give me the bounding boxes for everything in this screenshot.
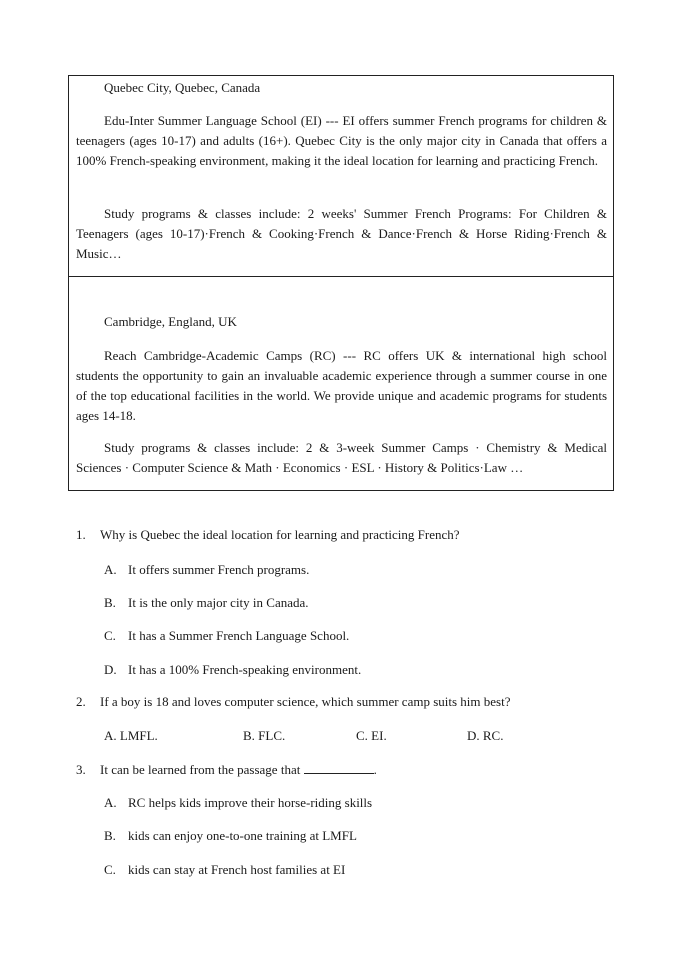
passage-box-cambridge	[68, 276, 614, 491]
option-2b[interactable]	[243, 727, 285, 745]
passage-box-quebec	[68, 75, 614, 277]
option-letter: C.	[356, 728, 368, 743]
option-text: RC.	[482, 728, 504, 743]
question-number: 1.	[76, 527, 86, 542]
option-letter: C.	[104, 628, 116, 643]
option-2d[interactable]	[467, 727, 503, 745]
option-text: EI.	[371, 728, 387, 743]
option-text: It has a Summer French Language School.	[128, 628, 350, 643]
option-letter: D.	[467, 728, 480, 743]
option-letter: B.	[243, 728, 255, 743]
location-heading: Cambridge, England, UK	[104, 314, 237, 329]
option-text: It is the only major city in Canada.	[128, 595, 309, 610]
option-1c[interactable]	[104, 627, 349, 645]
option-text: LMFL.	[119, 728, 158, 743]
answer-blank	[304, 761, 374, 774]
option-3c[interactable]	[104, 861, 345, 879]
question-text: Why is Quebec the ideal location for learning and practicing French?	[100, 527, 460, 542]
option-1b[interactable]	[104, 594, 309, 612]
location-heading: Quebec City, Quebec, Canada	[104, 80, 261, 95]
option-1a[interactable]	[104, 561, 309, 579]
option-1d[interactable]	[104, 661, 361, 679]
option-letter: A.	[104, 562, 117, 577]
option-2c[interactable]	[356, 727, 387, 745]
study-programs: Study programs & classes include: 2 weeks' Summer French Programs: For Children & Teenagers (ages 10-17)·French & Cooking·French & Dance·French & Horse Riding·French & Music…	[76, 206, 607, 261]
school-description: Edu-Inter Summer Language School (EI) --- EI offers summer French programs for children & teenagers (ages 10-17) and adults (16+). Quebec City is the only major city in Canada that offers a 100% French-speaking environment, making it the ideal location for learning and practicing French.	[76, 113, 607, 168]
option-text: It offers summer French programs.	[128, 562, 310, 577]
question-suffix: .	[373, 762, 377, 777]
option-letter: B.	[104, 828, 116, 843]
option-3b[interactable]	[104, 827, 357, 845]
question-text: It can be learned from the passage that	[100, 762, 301, 777]
option-text: FLC.	[258, 728, 286, 743]
option-text: It has a 100% French-speaking environment.	[128, 662, 362, 677]
question-1	[76, 526, 460, 544]
question-number: 3.	[76, 762, 86, 777]
option-text: kids can stay at French host families at EI	[128, 862, 346, 877]
question-number: 2.	[76, 694, 86, 709]
option-3a[interactable]	[104, 794, 372, 812]
option-2a[interactable]	[104, 727, 158, 745]
option-letter: D.	[104, 662, 117, 677]
option-text: RC helps kids improve their horse-riding skills	[128, 795, 373, 810]
option-letter: B.	[104, 595, 116, 610]
option-letter: A.	[104, 728, 117, 743]
question-2	[76, 693, 510, 711]
question-3	[76, 761, 377, 779]
option-letter: A.	[104, 795, 117, 810]
option-letter: C.	[104, 862, 116, 877]
study-programs: Study programs & classes include: 2 & 3-week Summer Camps · Chemistry & Medical Sciences · Computer Science & Math · Economics · ESL · History & Politics·Law …	[76, 440, 607, 475]
option-text: kids can enjoy one-to-one training at LMFL	[128, 828, 357, 843]
school-description: Reach Cambridge-Academic Camps (RC) --- RC offers UK & international high school students the opportunity to gain an invaluable academic experience through a summer course in one of the top educational facilities in the world. We provide unique and academic programs for students ages 14-18.	[76, 348, 607, 423]
question-text: If a boy is 18 and loves computer science, which summer camp suits him best?	[100, 694, 511, 709]
